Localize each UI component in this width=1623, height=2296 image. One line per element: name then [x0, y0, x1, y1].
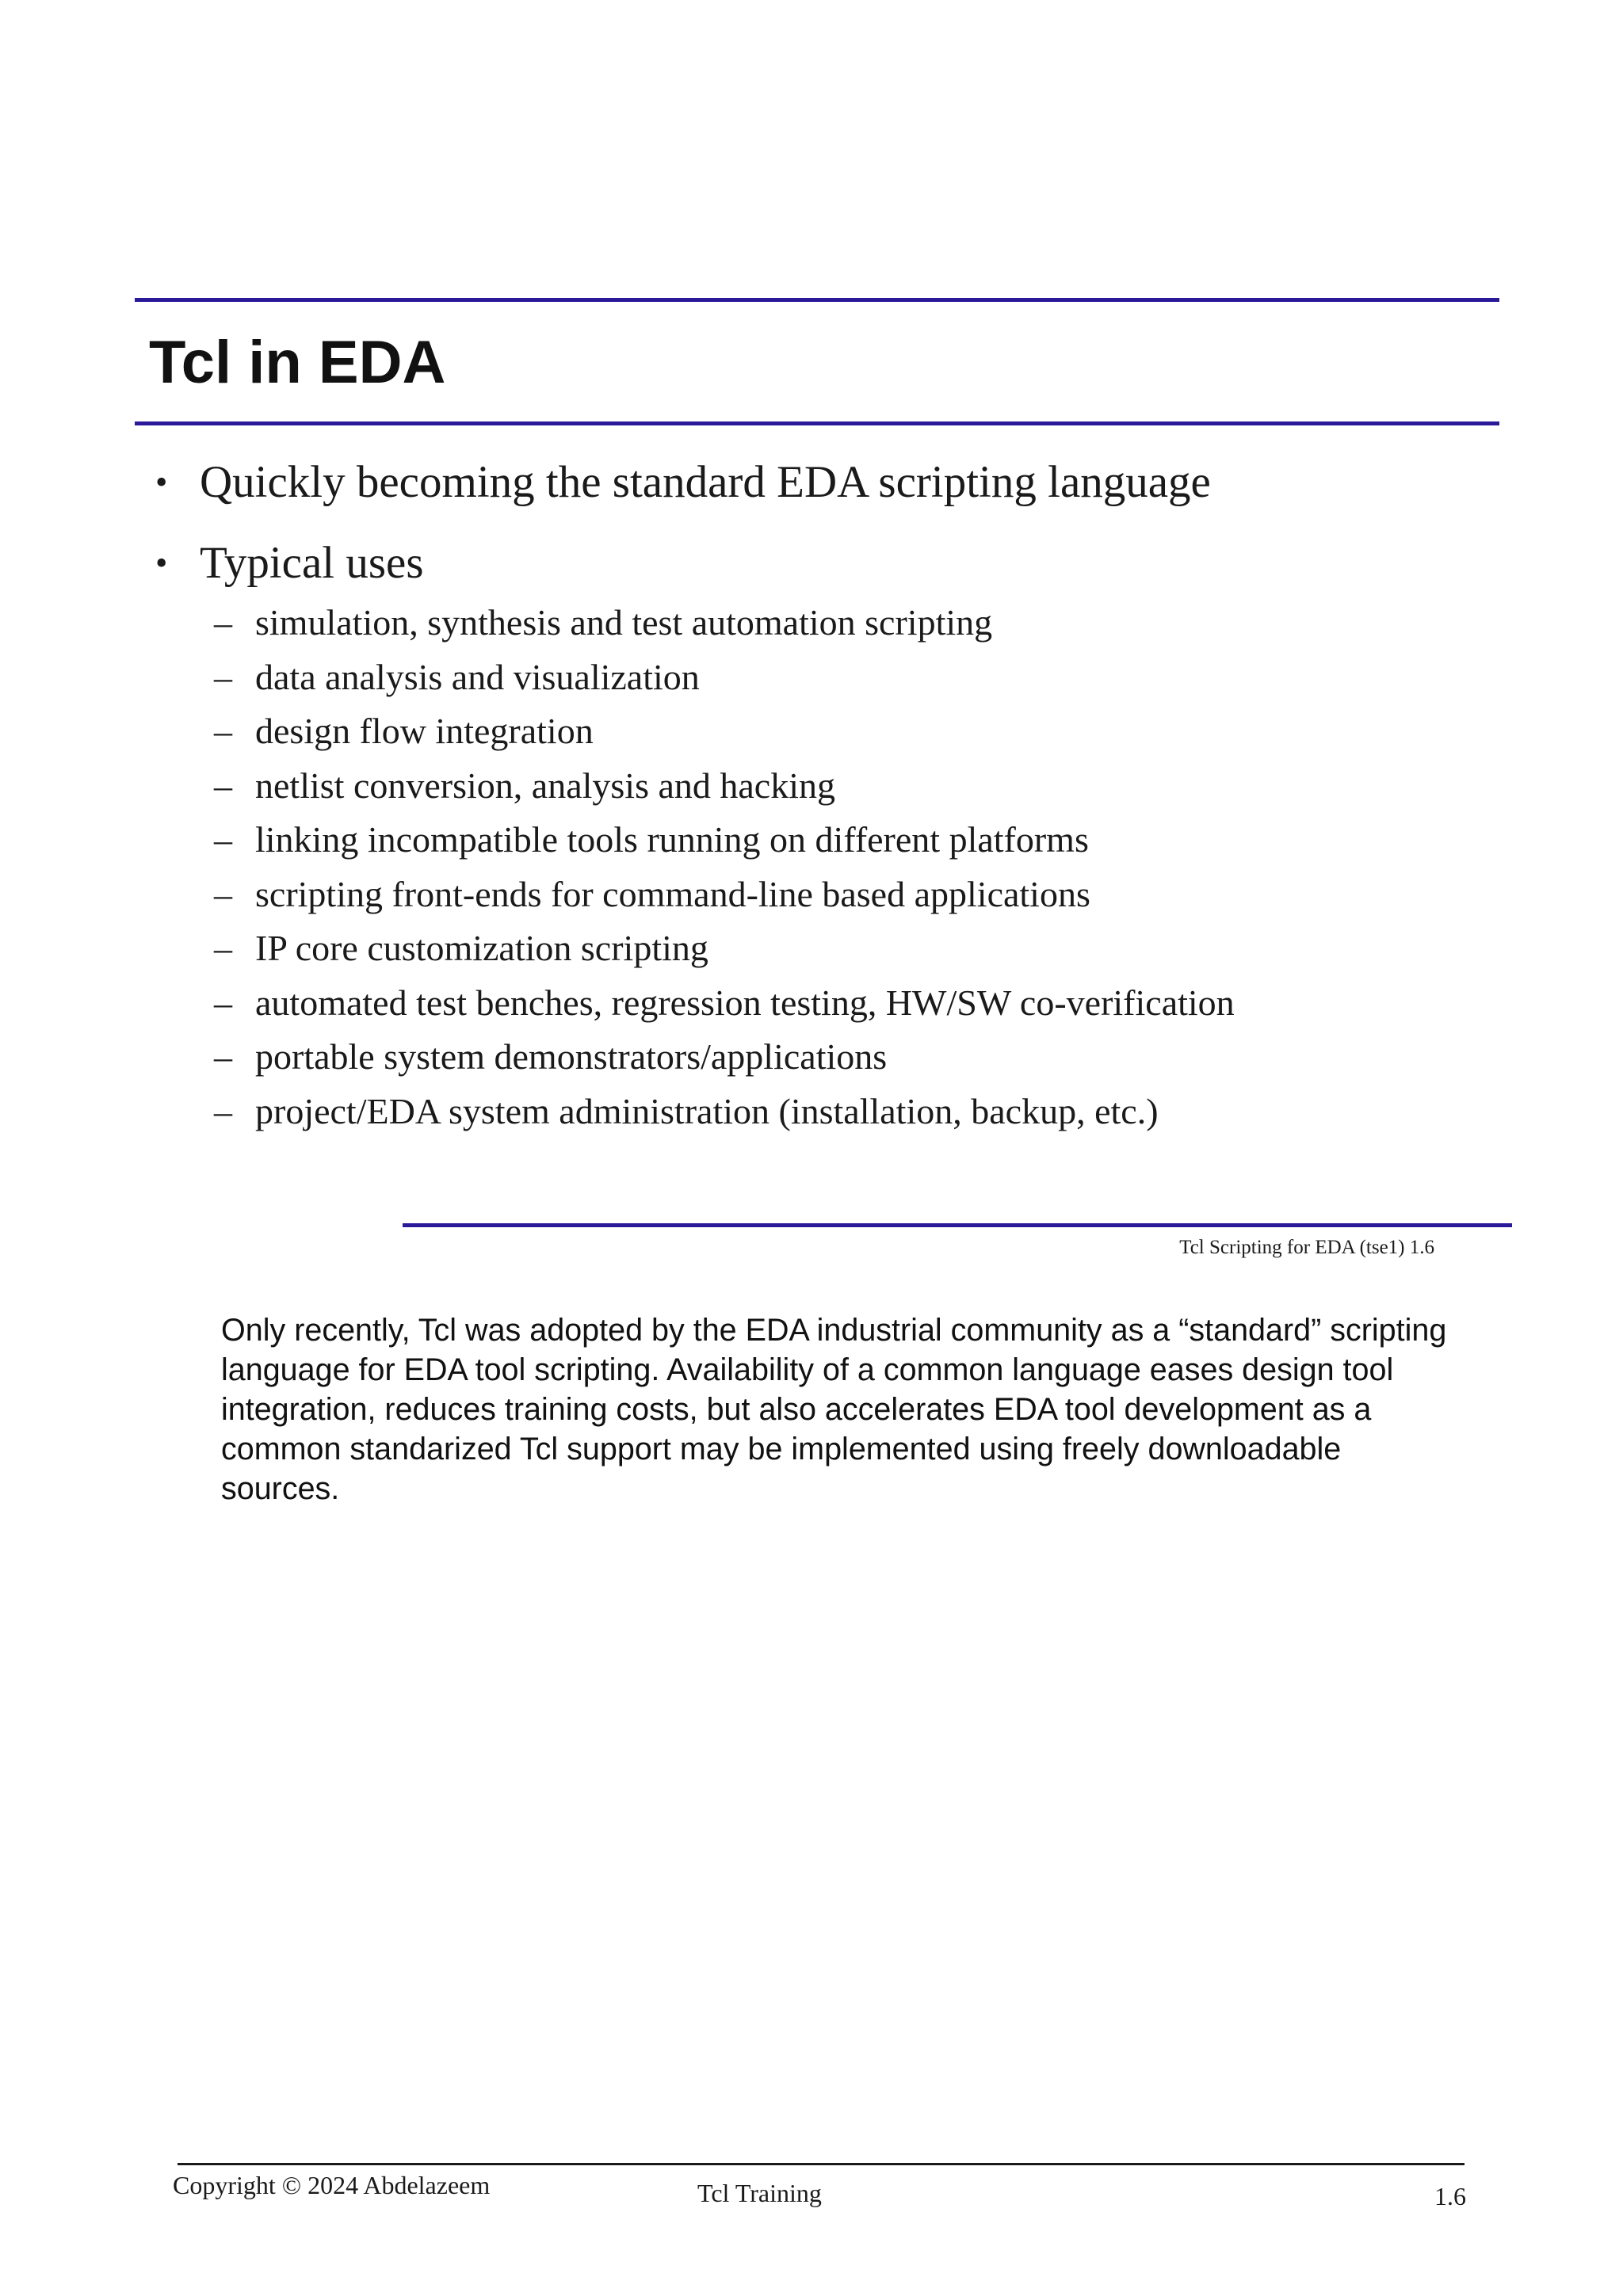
sub-bullet-text: project/EDA system administration (installation, backup, etc.) — [255, 1090, 1159, 1131]
title-top-rule — [135, 298, 1499, 302]
sub-bullet-text: portable system demonstrators/applications — [255, 1036, 888, 1077]
dash-icon: – — [214, 819, 232, 860]
sub-bullet-item — [214, 1030, 1503, 1085]
footer-page-number: 1.6 — [1434, 2182, 1466, 2210]
bullet-icon: • — [155, 463, 168, 502]
dash-icon: – — [214, 602, 232, 643]
sub-bullet-text: automated test benches, regression testing, HW/SW co-verification — [255, 982, 1235, 1023]
sub-bullet-item — [214, 596, 1503, 650]
footer-rule — [178, 2163, 1465, 2165]
sub-bullet-text: scripting front-ends for command-line based applications — [255, 873, 1090, 914]
dash-icon: – — [214, 711, 232, 751]
sub-bullet-text: design flow integration — [255, 711, 594, 751]
sub-bullet-text: linking incompatible tools running on different platforms — [255, 819, 1089, 860]
speaker-notes: Only recently, Tcl was adopted by the EDA industrial community as a “standard” scripting language for EDA tool scripting. Availability of a common language eases design tool integration, reduces training costs, but also accelerates EDA tool development as a common standarized Tcl support may be implemented using freely downloadable sources. — [221, 1313, 1447, 1506]
sub-bullet-text: IP core customization scripting — [255, 928, 708, 968]
sub-bullet-item — [214, 650, 1503, 705]
footer-copyright: Copyright © 2024 Abdelazeem — [173, 2171, 491, 2199]
bullet-text: Quickly becoming the standard EDA scripting language — [200, 457, 1211, 507]
dash-icon: – — [214, 1036, 232, 1077]
dash-icon: – — [214, 873, 232, 914]
sub-bullet-text: data analysis and visualization — [255, 656, 700, 697]
slide-reference: Tcl Scripting for EDA (tse1) 1.6 — [1179, 1237, 1434, 1258]
slide-bottom-rule — [403, 1223, 1512, 1227]
title-bottom-rule — [135, 421, 1499, 425]
dash-icon: – — [214, 656, 232, 697]
sub-bullet-item — [214, 1085, 1503, 1139]
sub-bullet-item — [214, 813, 1503, 868]
dash-icon: – — [214, 765, 232, 806]
sub-bullet-text: simulation, synthesis and test automation scripting — [255, 602, 993, 643]
bullet-item — [155, 531, 1503, 596]
dash-icon: – — [214, 928, 232, 968]
dash-icon: – — [214, 982, 232, 1023]
bullet-icon: • — [155, 543, 168, 582]
bullet-text: Typical uses — [200, 538, 424, 588]
bullet-list — [155, 450, 1503, 1138]
sub-bullet-list — [155, 596, 1503, 1138]
footer-course-title: Tcl Training — [697, 2179, 822, 2207]
sub-bullet-item — [214, 868, 1503, 922]
sub-bullet-item — [214, 976, 1503, 1031]
sub-bullet-item — [214, 704, 1503, 759]
bullet-item — [155, 450, 1503, 515]
sub-bullet-text: netlist conversion, analysis and hacking — [255, 765, 836, 806]
slide-title: Tcl in EDA — [149, 329, 446, 396]
sub-bullet-item — [214, 921, 1503, 976]
sub-bullet-item — [214, 759, 1503, 814]
dash-icon: – — [214, 1090, 232, 1131]
